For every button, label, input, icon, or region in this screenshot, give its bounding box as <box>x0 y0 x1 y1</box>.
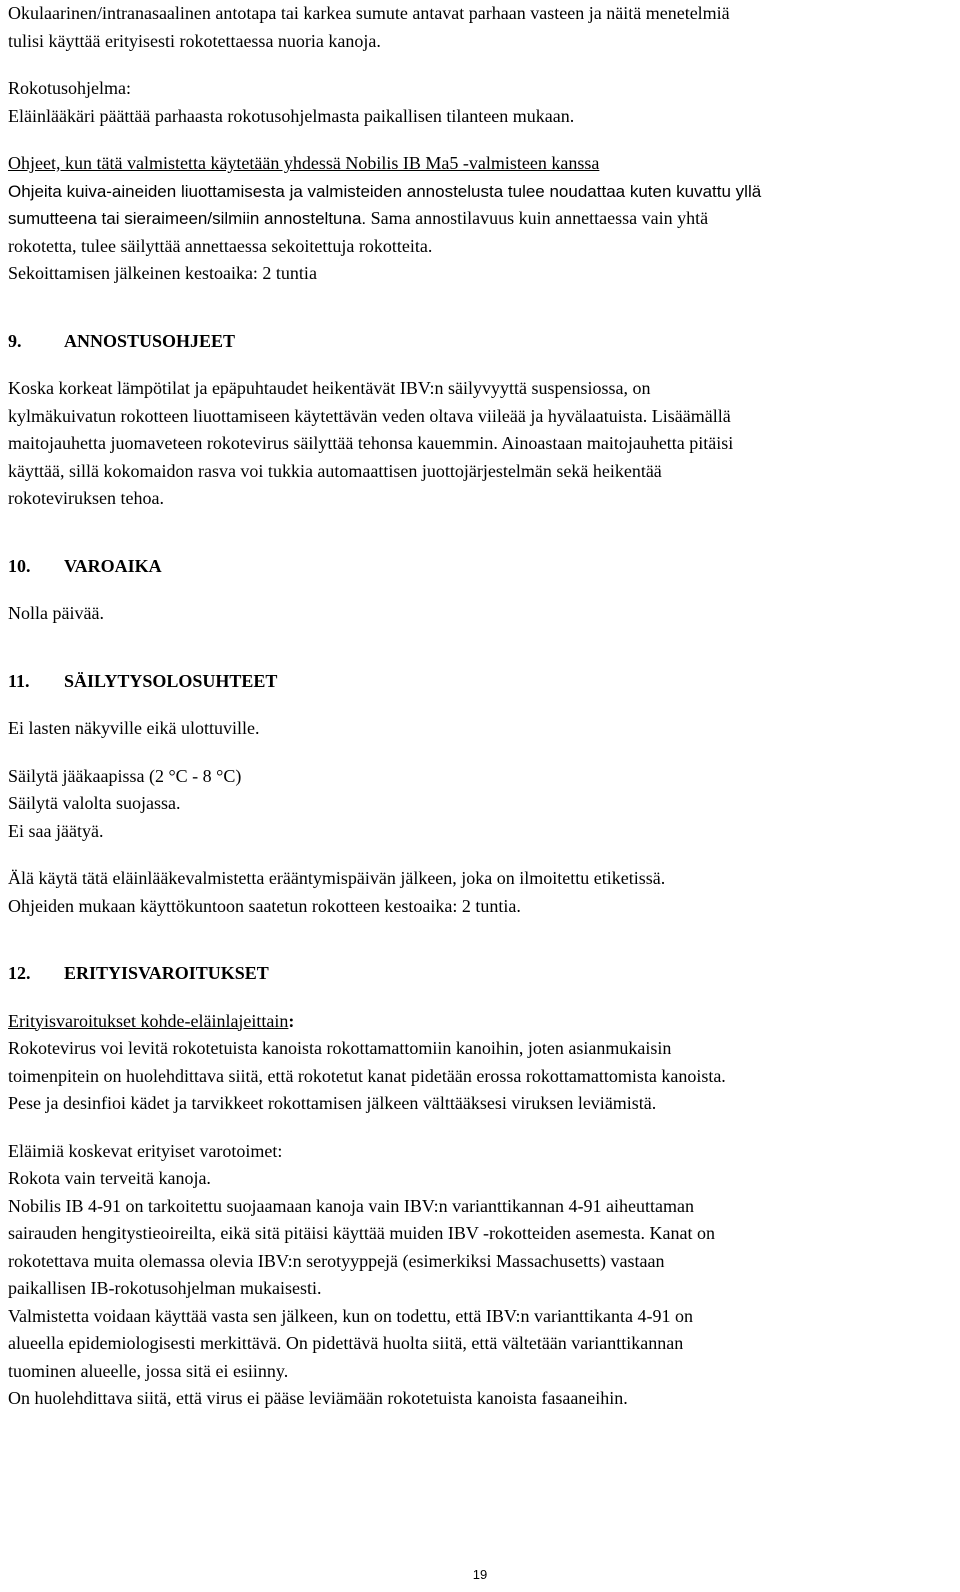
text-line: rokotettava muita olemassa olevia IBV:n serotyyppejä (esimerkiksi Massachusetts) vastaan <box>8 1250 665 1271</box>
section-number: 10. <box>8 555 31 576</box>
text-line: On huolehdittava siitä, että virus ei pääse leviämään rokotetuista kanoista fasaaneihin. <box>8 1388 628 1408</box>
subheading-colon: : <box>288 1010 295 1031</box>
text-line: Ei saa jäätyä. <box>8 820 104 841</box>
program-label: Rokotusohjelma: <box>8 78 131 98</box>
text-line: Koska korkeat lämpötilat ja epäpuhtaudet heikentävät IBV:n säilyvyyttä suspensiossa, on <box>8 378 651 398</box>
section-9-body <box>8 375 952 513</box>
text-line: toimenpitein on huolehdittava siitä, että rokotetut kanat pidetään erossa rokottamattomista kanoista. <box>8 1065 726 1086</box>
ma5-line-2b: Sama annostilavuus kuin annettaessa vain yhtä <box>366 208 709 228</box>
section-12-heading <box>8 960 952 988</box>
ma5-line-2a: sumutteena tai sieraimeen/silmiin annosteltuna. <box>8 209 367 228</box>
text-line: paikallisen IB-rokotusohjelman mukaisesti. <box>8 1278 322 1298</box>
text-line: Valmistetta voidaan käyttää vasta sen jälkeen, kun on todettu, että IBV:n varianttikanta 4-91 on <box>8 1305 693 1326</box>
text-line: maitojauhetta juomaveteen rokotevirus säilyttää tehonsa kauemmin. Ainoastaan maitojauhetta pitäisi <box>8 433 734 453</box>
section-number: 11. <box>8 670 30 691</box>
section-number: 12. <box>8 963 31 983</box>
text-line: käyttää, sillä kokomaidon rasva voi tukkia automaattisen juottojärjestelmän sekä heikentää <box>8 460 662 481</box>
section-title: SÄILYTYSOLOSUHTEET <box>64 670 278 691</box>
text-line: Pese ja desinfioi kädet ja tarvikkeet rokottamisen jälkeen välttääksesi viruksen leviämistä. <box>8 1093 657 1113</box>
withdrawal-text: Nolla päivää. <box>8 603 104 623</box>
text-line: Ei lasten näkyville eikä ulottuville. <box>8 718 260 738</box>
section-title: VAROAIKA <box>64 555 162 576</box>
section-title: ANNOSTUSOHJEET <box>64 330 236 351</box>
text-line: Rokota vain terveitä kanoja. <box>8 1168 211 1188</box>
text-line: tuominen alueelle, jossa sitä ei esiinny. <box>8 1360 289 1381</box>
text-line: rokoteviruksen tehoa. <box>8 488 164 508</box>
text-line: Nobilis IB 4-91 on tarkoitettu suojaamaan kanoja vain IBV:n varianttikannan 4-91 aiheuttaman <box>8 1195 694 1216</box>
ma5-line-1: Ohjeita kuiva-aineiden liuottamisesta ja valmisteiden annostelusta tulee noudattaa kuten kuvattu yllä <box>8 181 762 201</box>
section-10-heading <box>8 553 952 581</box>
section-11-heading <box>8 668 952 696</box>
text-line: Rokotevirus voi levitä rokotetuista kanoista rokottamattomiin kanoihin, joten asianmukaisin <box>8 1038 672 1058</box>
text-line: alueella epidemiologisesti merkittävä. On pidettävä huolta siitä, että vältetään varianttikannan <box>8 1333 684 1353</box>
page-number: 19 <box>472 1567 488 1582</box>
text-line: Ohjeiden mukaan käyttökuntoon saatetun rokotteen kestoaika: 2 tuntia. <box>8 895 521 916</box>
ma5-line-3: rokotetta, tulee säilyttää annettaessa sekoitettuja rokotteita. <box>8 235 433 256</box>
text-line: sairauden hengitystieoireilta, eikä sitä pitäisi käyttää muiden IBV -rokotteiden asemesta. Kanat on <box>8 1223 715 1243</box>
section-9-heading <box>8 328 952 356</box>
ma5-line-4: Sekoittamisen jälkeinen kestoaika: 2 tuntia <box>8 263 317 283</box>
text-line: kylmäkuivatun rokotteen liuottamiseen käytettävän veden oltava viileää ja hyvälaatuista. Lisäämällä <box>8 405 731 426</box>
subheading-precautions: Eläimiä koskevat erityiset varotoimet: <box>8 1140 283 1161</box>
ma5-line-2 <box>8 205 952 233</box>
ma5-title: Ohjeet, kun tätä valmistetta käytetään yhdessä Nobilis IB Ma5 -valmisteen kanssa <box>8 153 600 173</box>
program-text: Eläinlääkäri päättää parhaasta rokotusohjelmasta paikallisen tilanteen mukaan. <box>8 105 575 126</box>
section-number: 9. <box>8 330 22 351</box>
intro-line-2: tulisi käyttää erityisesti rokotettaessa nuoria kanoja. <box>8 30 381 51</box>
subheading-text: Erityisvaroitukset kohde-eläinlajeittain <box>8 1010 289 1031</box>
text-line: Säilytä jääkaapissa (2 °C - 8 °C) <box>8 765 242 786</box>
text-line: Älä käytä tätä eläinlääkevalmistetta erääntymispäivän jälkeen, joka on ilmoitettu etiketissä. <box>8 868 666 888</box>
intro-line-1: Okulaarinen/intranasaalinen antotapa tai karkea sumute antavat parhaan vasteen ja näitä menetelmiä <box>8 3 730 23</box>
subheading-target-species <box>8 1008 952 1036</box>
section-title: ERITYISVAROITUKSET <box>64 963 269 983</box>
text-line: Säilytä valolta suojassa. <box>8 793 181 813</box>
document-page <box>8 0 952 1413</box>
